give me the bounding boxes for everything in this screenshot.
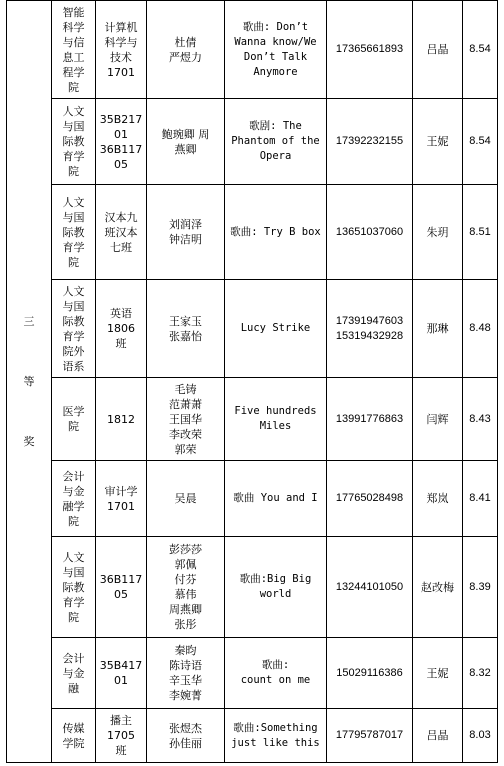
- college-cell: 人文 与国 际教 育学 院: [52, 537, 96, 638]
- table-row: [7, 378, 498, 461]
- college-cell: 会计 与金 融: [52, 638, 96, 709]
- award-char: 等: [23, 374, 35, 388]
- table-row: [7, 638, 498, 709]
- score-cell: 8.43: [463, 378, 498, 461]
- award-char: 奖: [23, 434, 35, 448]
- teacher-cell: 朱玥: [413, 185, 463, 280]
- teacher-cell: 吕晶: [413, 1, 463, 99]
- members-cell: 吴晨: [147, 461, 225, 537]
- table-row: [7, 537, 498, 638]
- program-cell: 歌剧: The Phantom of the Opera: [225, 99, 327, 185]
- table-row: [7, 709, 498, 763]
- members-cell: 杜倩 严煜力: [147, 1, 225, 99]
- college-cell: 传媒 学院: [52, 709, 96, 763]
- members-cell: 鲍琬卿 周 燕卿: [147, 99, 225, 185]
- members-cell: 彭莎莎 郭佩 付芬 慕伟 周燕卿 张彤: [147, 537, 225, 638]
- score-cell: 8.03: [463, 709, 498, 763]
- members-cell: 王家玉 张嘉怡: [147, 280, 225, 378]
- phone-cell: 17392232155: [327, 99, 413, 185]
- phone-cell: 17765028498: [327, 461, 413, 537]
- phone-cell: 13991776863: [327, 378, 413, 461]
- award-category-cell: [7, 1, 52, 763]
- table-row: [7, 185, 498, 280]
- college-cell: 人文 与国 际教 育学 院: [52, 99, 96, 185]
- program-cell: 歌曲: Try B box: [225, 185, 327, 280]
- teacher-cell: 王妮: [413, 638, 463, 709]
- phone-cell: 17391947603 15319432928: [327, 280, 413, 378]
- class-cell: 播主 1705 班: [96, 709, 147, 763]
- class-cell: 1812: [96, 378, 147, 461]
- class-cell: 36B117 05: [96, 537, 147, 638]
- members-cell: 张煜杰 孙佳丽: [147, 709, 225, 763]
- class-cell: 英语 1806 班: [96, 280, 147, 378]
- phone-cell: 17365661893: [327, 1, 413, 99]
- table-row: [7, 1, 498, 99]
- program-cell: Five hundreds Miles: [225, 378, 327, 461]
- program-cell: 歌曲: Don’t Wanna know/We Don’t Talk Anymore: [225, 1, 327, 99]
- members-cell: 毛铸 范萧萧 王国华 李改荣 郭荣: [147, 378, 225, 461]
- score-cell: 8.41: [463, 461, 498, 537]
- members-cell: 刘润泽 钟洁明: [147, 185, 225, 280]
- table-row: [7, 280, 498, 378]
- teacher-cell: 吕晶: [413, 709, 463, 763]
- class-cell: 汉本九 班汉本 七班: [96, 185, 147, 280]
- phone-cell: 17795787017: [327, 709, 413, 763]
- program-cell: 歌曲: count on me: [225, 638, 327, 709]
- program-cell: 歌曲 You and I: [225, 461, 327, 537]
- teacher-cell: 郑岚: [413, 461, 463, 537]
- score-cell: 8.54: [463, 99, 498, 185]
- teacher-cell: 赵改梅: [413, 537, 463, 638]
- college-cell: 人文 与国 际教 育学 院外 语系: [52, 280, 96, 378]
- score-cell: 8.48: [463, 280, 498, 378]
- teacher-cell: 闫辉: [413, 378, 463, 461]
- class-cell: 35B217 01 36B117 05: [96, 99, 147, 185]
- award-char: 三: [23, 314, 35, 328]
- class-cell: 35B417 01: [96, 638, 147, 709]
- award-table: [6, 0, 498, 763]
- table-row: [7, 461, 498, 537]
- score-cell: 8.32: [463, 638, 498, 709]
- college-cell: 人文 与国 际教 育学 院: [52, 185, 96, 280]
- phone-cell: 13244101050: [327, 537, 413, 638]
- table-row: [7, 99, 498, 185]
- teacher-cell: 王妮: [413, 99, 463, 185]
- program-cell: 歌曲:Something just like this: [225, 709, 327, 763]
- phone-cell: 15029116386: [327, 638, 413, 709]
- college-cell: 智能 科学 与信 息工 程学 院: [52, 1, 96, 99]
- class-cell: 审计学 1701: [96, 461, 147, 537]
- class-cell: 计算机 科学与 技术 1701: [96, 1, 147, 99]
- members-cell: 秦昀 陈诗语 辛玉华 李婉菁: [147, 638, 225, 709]
- phone-cell: 13651037060: [327, 185, 413, 280]
- score-cell: 8.54: [463, 1, 498, 99]
- score-cell: 8.39: [463, 537, 498, 638]
- teacher-cell: 那琳: [413, 280, 463, 378]
- score-cell: 8.51: [463, 185, 498, 280]
- program-cell: 歌曲:Big Big world: [225, 537, 327, 638]
- program-cell: Lucy Strike: [225, 280, 327, 378]
- college-cell: 会计 与金 融学 院: [52, 461, 96, 537]
- college-cell: 医学 院: [52, 378, 96, 461]
